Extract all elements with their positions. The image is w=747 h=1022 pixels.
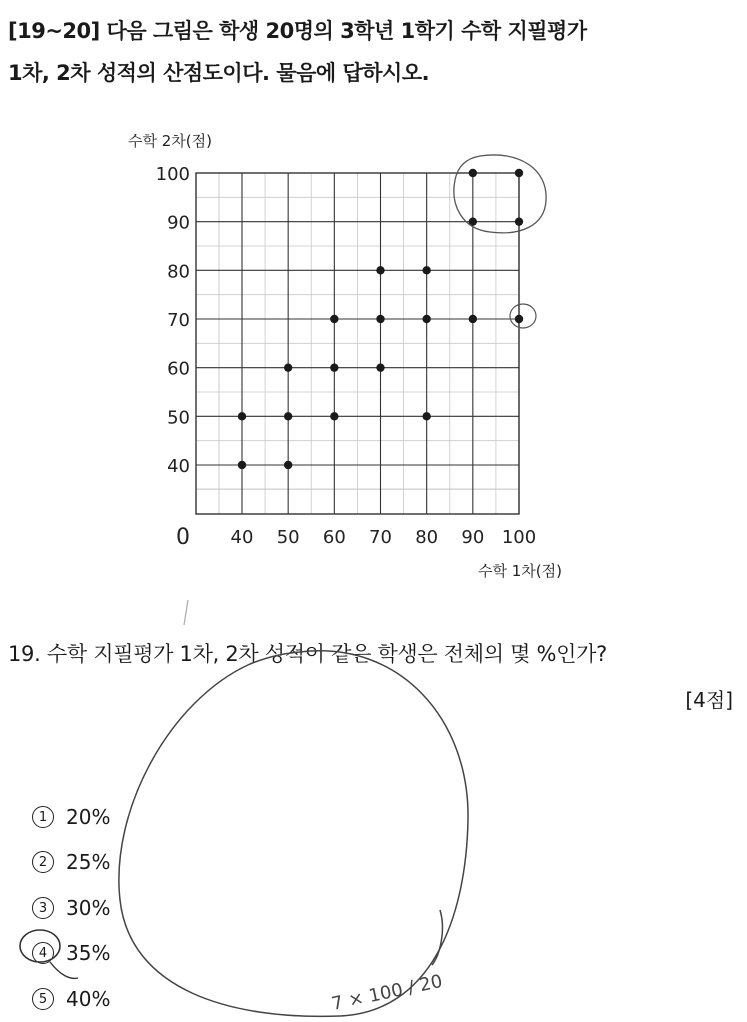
option-label: 30% (66, 895, 111, 920)
option-label: 40% (66, 986, 111, 1011)
pen-stroke (432, 910, 442, 965)
option-5[interactable] (32, 976, 110, 1022)
option-4[interactable] (32, 931, 110, 977)
y-tick-label: 90 (167, 212, 190, 234)
option-1[interactable] (32, 794, 110, 840)
scatter-point (422, 412, 430, 420)
header-line-1: [19~20] 다음 그림은 학생 20명의 3학년 1학기 수학 지필평가 (8, 19, 587, 43)
scatter-point (330, 363, 338, 371)
scatter-point (469, 217, 477, 225)
x-tick-label: 90 (461, 527, 485, 548)
option-number: 5 (32, 988, 54, 1010)
y-axis-label: 수학 2차(점) (128, 132, 212, 150)
scatter-point (330, 315, 338, 323)
y-tick-label: 80 (167, 261, 190, 283)
option-number: 1 (32, 806, 54, 828)
scatter-point (284, 363, 292, 371)
answer-options (32, 794, 110, 1022)
x-tick-label: 100 (501, 527, 537, 548)
option-3[interactable] (32, 885, 110, 931)
scatter-point (376, 363, 384, 371)
y-tick-label: 70 (167, 310, 190, 331)
y-tick-label: 40 (167, 456, 190, 477)
option-number: 3 (32, 897, 54, 919)
y-tick-label: 50 (167, 407, 190, 429)
question-19: 19. 수학 지필평가 1차, 2차 성적이 같은 학생은 전체의 몇 %인가? (8, 642, 607, 666)
scatter-point (422, 315, 430, 323)
option-number: 4 (32, 942, 54, 964)
y-tick-label: 100 (155, 164, 190, 185)
scatter-point (330, 412, 338, 420)
x-tick-label: 70 (369, 527, 392, 548)
option-label: 25% (66, 850, 111, 875)
x-axis-label: 수학 1차(점) (478, 562, 562, 580)
handwritten-note: 7 × 100 / 20 (329, 970, 445, 1015)
y-tick-label: 60 (167, 358, 190, 380)
question-points: [4점] (685, 688, 733, 712)
option-label: 20% (66, 804, 111, 829)
scatter-point (284, 412, 292, 420)
option-2[interactable] (32, 840, 110, 886)
scatter-point (515, 217, 523, 225)
scatter-point (515, 169, 523, 177)
scatter-point (422, 266, 430, 274)
scatter-point (284, 461, 292, 469)
scatter-point (238, 461, 246, 469)
scatter-point (376, 266, 384, 274)
scatter-point (469, 315, 477, 323)
header-line-2: 1차, 2차 성적의 산점도이다. 물음에 답하시오. (8, 61, 430, 85)
scatter-point (469, 169, 477, 177)
option-number: 2 (32, 851, 54, 873)
origin-label: 0 (176, 525, 190, 550)
x-tick-label: 40 (230, 527, 254, 548)
x-tick-label: 50 (276, 527, 300, 548)
scatter-point (515, 315, 523, 323)
x-tick-label: 60 (322, 527, 346, 548)
scatter-point (238, 412, 246, 420)
x-tick-label: 80 (415, 527, 439, 548)
scatter-point (376, 315, 384, 323)
pen-loop-large (119, 651, 468, 1017)
option-label: 35% (66, 941, 111, 966)
